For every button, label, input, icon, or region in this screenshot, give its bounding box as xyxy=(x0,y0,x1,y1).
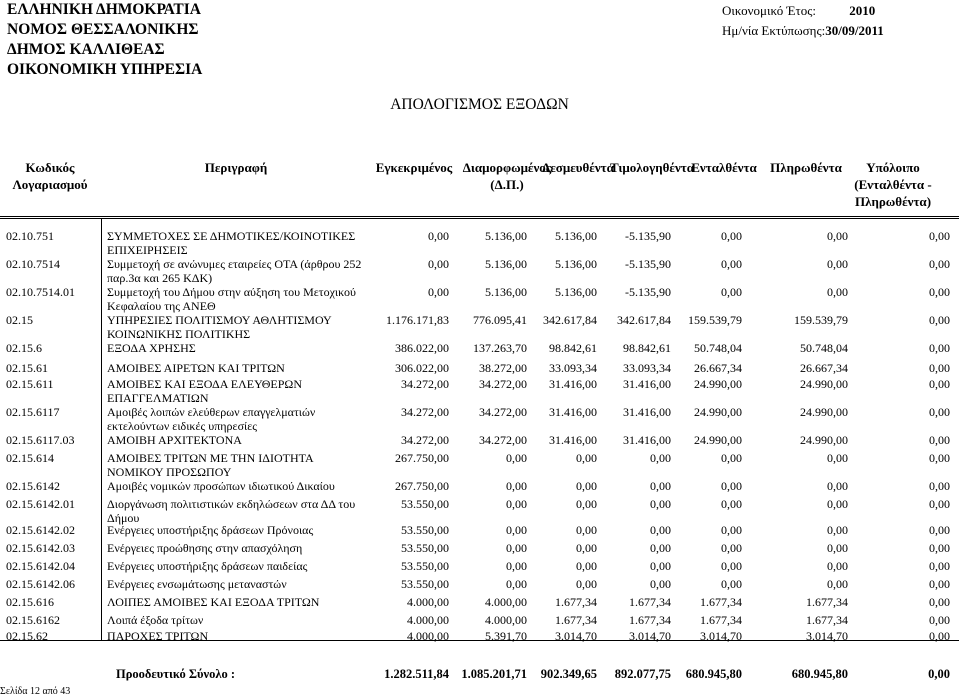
cell-approved: 267.750,00 xyxy=(395,451,449,465)
cell-balance: 0,00 xyxy=(929,613,950,627)
cell-ordered: 24.990,00 xyxy=(694,377,742,391)
total-modified: 1.085.201,71 xyxy=(461,667,527,681)
cell-approved: 306.022,00 xyxy=(395,361,449,375)
cell-balance: 0,00 xyxy=(929,629,950,643)
cell-balance: 0,00 xyxy=(929,285,950,299)
cell-invoiced: 0,00 xyxy=(650,523,671,537)
account-description: Αμοιβές νομικών προσώπων ιδιωτικού Δικαίου xyxy=(107,479,335,493)
cell-ordered: 0,00 xyxy=(721,229,742,243)
column-header-line: Διαμορφωμένος xyxy=(462,160,552,175)
column-header-line: Εγκεκριμένος xyxy=(375,160,453,175)
account-description: Ενέργειες προώθησης στην απασχόληση xyxy=(107,541,303,555)
header-line-1: ΕΛΛΗΝΙΚΗ ΔΗΜΟΚΡΑΤΙΑ xyxy=(7,1,201,18)
cell-committed: 31.416,00 xyxy=(549,433,597,447)
cell-paid: 0,00 xyxy=(827,541,848,555)
cell-balance: 0,00 xyxy=(929,541,950,555)
cell-paid: 159.539,79 xyxy=(794,313,848,327)
cell-balance: 0,00 xyxy=(929,433,950,447)
cell-balance: 0,00 xyxy=(929,595,950,609)
cell-modified: 5.136,00 xyxy=(485,257,527,271)
cell-modified: 0,00 xyxy=(506,541,527,555)
cell-approved: 53.550,00 xyxy=(401,577,449,591)
cell-ordered: 3.014,70 xyxy=(700,629,742,643)
cell-paid: 24.990,00 xyxy=(800,405,848,419)
account-code: 02.15.62 xyxy=(6,629,48,643)
print-date-value: 30/09/2011 xyxy=(825,23,884,38)
account-description: ΣΥΜΜΕΤΟΧΕΣ ΣΕ ΔΗΜΟΤΙΚΕΣ/ΚΟΙΝΟΤΙΚΕΣ ΕΠΙΧΕΙΡΗΣΕΙΣ xyxy=(107,229,356,257)
cell-committed: 0,00 xyxy=(576,577,597,591)
account-code: 02.15.6142.01 xyxy=(6,497,75,511)
column-header-line: Λογαριασμού xyxy=(12,177,88,192)
cell-ordered: 0,00 xyxy=(721,451,742,465)
account-code: 02.15.6 xyxy=(6,341,42,355)
column-header-line: Τιμολογηθέντα xyxy=(609,160,695,175)
column-header-code xyxy=(0,159,110,193)
cell-approved: 4.000,00 xyxy=(407,629,449,643)
cell-modified: 5.391,70 xyxy=(485,629,527,643)
cell-approved: 34.272,00 xyxy=(401,405,449,419)
cell-paid: 0,00 xyxy=(827,577,848,591)
account-code: 02.15.614 xyxy=(6,451,54,465)
total-ordered: 680.945,80 xyxy=(685,667,742,681)
cell-modified: 0,00 xyxy=(506,497,527,511)
cell-committed: 31.416,00 xyxy=(549,377,597,391)
cell-paid: 0,00 xyxy=(827,257,848,271)
cell-modified: 776.095,41 xyxy=(473,313,527,327)
cell-invoiced: 1.677,34 xyxy=(629,613,671,627)
cell-invoiced: 31.416,00 xyxy=(623,377,671,391)
cell-approved: 53.550,00 xyxy=(401,541,449,555)
account-code: 02.15.6142.02 xyxy=(6,523,75,537)
cell-balance: 0,00 xyxy=(929,405,950,419)
cell-ordered: 0,00 xyxy=(721,285,742,299)
column-header-line: Πληρωθέντα) xyxy=(854,194,932,209)
cell-balance: 0,00 xyxy=(929,341,950,355)
column-header-balance xyxy=(833,159,953,210)
cell-ordered: 0,00 xyxy=(721,523,742,537)
cell-approved: 53.550,00 xyxy=(401,523,449,537)
cell-committed: 1.677,34 xyxy=(555,613,597,627)
print-date-label: Ημ/νία Εκτύπωσης: xyxy=(722,23,826,38)
cell-ordered: 0,00 xyxy=(721,257,742,271)
cell-balance: 0,00 xyxy=(929,497,950,511)
cell-committed: 0,00 xyxy=(576,451,597,465)
cell-invoiced: 33.093,34 xyxy=(623,361,671,375)
account-code: 02.15.6117.03 xyxy=(6,433,75,447)
cell-modified: 0,00 xyxy=(506,479,527,493)
header-line-3: ΔΗΜΟΣ ΚΑΛΛΙΘΕΑΣ xyxy=(7,41,165,58)
cell-paid: 0,00 xyxy=(827,451,848,465)
column-header-line: Κωδικός xyxy=(25,160,75,175)
column-header-line: (Ενταλθέντα - xyxy=(854,177,932,192)
cell-modified: 34.272,00 xyxy=(479,405,527,419)
total-paid: 680.945,80 xyxy=(791,667,848,681)
cell-modified: 0,00 xyxy=(506,559,527,573)
cell-balance: 0,00 xyxy=(929,577,950,591)
account-description: ΕΞΟΔΑ ΧΡΗΣΗΣ xyxy=(107,341,196,355)
cell-invoiced: 0,00 xyxy=(650,577,671,591)
total-committed: 902.349,65 xyxy=(540,667,597,681)
cell-balance: 0,00 xyxy=(929,523,950,537)
cell-committed: 0,00 xyxy=(576,559,597,573)
fiscal-year xyxy=(722,1,884,21)
cell-committed: 98.842,61 xyxy=(549,341,597,355)
cell-approved: 1.176.171,83 xyxy=(386,313,449,327)
account-code: 02.10.751 xyxy=(6,229,54,243)
cell-balance: 0,00 xyxy=(929,559,950,573)
column-header-line: Περιγραφή xyxy=(204,160,268,175)
report-title: ΑΠΟΛΟΓΙΣΜΟΣ ΕΞΟΔΩΝ xyxy=(390,96,569,113)
account-description: ΑΜΟΙΒΕΣ ΑΙΡΕΤΩΝ ΚΑΙ ΤΡΙΤΩΝ xyxy=(107,361,285,375)
cell-balance: 0,00 xyxy=(929,257,950,271)
cell-paid: 0,00 xyxy=(827,559,848,573)
cell-invoiced: -5.135,90 xyxy=(625,229,671,243)
cell-committed: 0,00 xyxy=(576,541,597,555)
account-description: ΛΟΙΠΕΣ ΑΜΟΙΒΕΣ ΚΑΙ ΕΞΟΔΑ ΤΡΙΤΩΝ xyxy=(107,595,320,609)
account-description: Ενέργειες ενσωμάτωσης μεταναστών xyxy=(107,577,287,591)
cell-balance: 0,00 xyxy=(929,229,950,243)
account-description: ΑΜΟΙΒΕΣ ΚΑΙ ΕΞΟΔΑ ΕΛΕΥΘΕΡΩΝ ΕΠΑΓΓΕΛΜΑΤΙΩΝ xyxy=(107,377,302,405)
cell-balance: 0,00 xyxy=(929,479,950,493)
cell-modified: 4.000,00 xyxy=(485,613,527,627)
account-description: Ενέργειες υποστήριξης δράσεων παιδείας xyxy=(107,559,308,573)
header-line-2: ΝΟΜΟΣ ΘΕΣΣΑΛΟΝΙΚΗΣ xyxy=(7,21,199,38)
cell-modified: 137.263,70 xyxy=(473,341,527,355)
cell-ordered: 159.539,79 xyxy=(688,313,742,327)
cell-approved: 0,00 xyxy=(428,229,449,243)
cell-paid: 24.990,00 xyxy=(800,433,848,447)
total-balance: 0,00 xyxy=(928,667,950,681)
organization-header xyxy=(7,0,202,80)
cell-approved: 4.000,00 xyxy=(407,613,449,627)
cell-invoiced: 98.842,61 xyxy=(623,341,671,355)
column-header-desc xyxy=(176,159,296,176)
cell-ordered: 0,00 xyxy=(721,541,742,555)
cell-modified: 34.272,00 xyxy=(479,433,527,447)
cell-ordered: 0,00 xyxy=(721,497,742,511)
account-code: 02.15.61 xyxy=(6,361,48,375)
cell-approved: 34.272,00 xyxy=(401,377,449,391)
column-header-line: Υπόλοιπο xyxy=(866,160,920,175)
cell-approved: 4.000,00 xyxy=(407,595,449,609)
cell-invoiced: 0,00 xyxy=(650,479,671,493)
cell-invoiced: 0,00 xyxy=(650,451,671,465)
cell-invoiced: 1.677,34 xyxy=(629,595,671,609)
account-description: Συμμετοχή σε ανώνυμες εταιρείες ΟΤΑ (άρθρου 252 παρ.3α και 265 ΚΔΚ) xyxy=(107,257,362,285)
cell-approved: 386.022,00 xyxy=(395,341,449,355)
account-code: 02.15.6117 xyxy=(6,405,60,419)
account-code: 02.10.7514 xyxy=(6,257,60,271)
account-code: 02.15.6142.06 xyxy=(6,577,75,591)
cell-committed: 342.617,84 xyxy=(543,313,597,327)
cell-paid: 24.990,00 xyxy=(800,377,848,391)
account-description: Αμοιβές λοιπών ελεύθερων επαγγελματιών εκτελούντων ειδικές υπηρεσίες xyxy=(107,405,316,433)
cell-paid: 26.667,34 xyxy=(800,361,848,375)
cell-approved: 0,00 xyxy=(428,285,449,299)
cell-approved: 0,00 xyxy=(428,257,449,271)
cell-balance: 0,00 xyxy=(929,313,950,327)
cell-modified: 0,00 xyxy=(506,577,527,591)
cell-modified: 5.136,00 xyxy=(485,229,527,243)
cell-modified: 0,00 xyxy=(506,451,527,465)
account-description: Ενέργειες υποστήριξης δράσεων Πρόνοιας xyxy=(107,523,314,537)
account-description: ΑΜΟΙΒΕΣ ΤΡΙΤΩΝ ΜΕ ΤΗΝ ΙΔΙΟΤΗΤΑ ΝΟΜΙΚΟΥ ΠΡΟΣΩΠΟΥ xyxy=(107,451,313,479)
cell-paid: 0,00 xyxy=(827,497,848,511)
account-description: Διοργάνωση πολιτιστικών εκδηλώσεων στα ΔΔ του Δήμου xyxy=(107,497,356,525)
account-description: ΑΜΟΙΒΗ ΑΡΧΙΤΕΚΤΟΝΑ xyxy=(107,433,242,447)
header-line-4: ΟΙΚΟΝΟΜΙΚΗ ΥΠΗΡΕΣΙΑ xyxy=(7,61,203,78)
cell-paid: 0,00 xyxy=(827,229,848,243)
cell-committed: 5.136,00 xyxy=(555,257,597,271)
cell-invoiced: 0,00 xyxy=(650,559,671,573)
account-code: 02.15.611 xyxy=(6,377,54,391)
cell-ordered: 0,00 xyxy=(721,577,742,591)
cell-approved: 34.272,00 xyxy=(401,433,449,447)
account-code: 02.15.6162 xyxy=(6,613,60,627)
cell-modified: 38.272,00 xyxy=(479,361,527,375)
cell-modified: 4.000,00 xyxy=(485,595,527,609)
print-date xyxy=(722,21,884,41)
cell-committed: 33.093,34 xyxy=(549,361,597,375)
cell-committed: 0,00 xyxy=(576,479,597,493)
cell-paid: 0,00 xyxy=(827,523,848,537)
cell-ordered: 0,00 xyxy=(721,559,742,573)
cell-invoiced: 342.617,84 xyxy=(617,313,671,327)
cell-committed: 3.014,70 xyxy=(555,629,597,643)
fiscal-year-value: 2010 xyxy=(849,3,876,18)
column-header-line: (Δ.Π.) xyxy=(490,177,524,192)
account-code: 02.15 xyxy=(6,313,33,327)
cell-ordered: 24.990,00 xyxy=(694,405,742,419)
cell-invoiced: 31.416,00 xyxy=(623,433,671,447)
account-description: Λοιπά έξοδα τρίτων xyxy=(107,613,204,627)
cell-modified: 5.136,00 xyxy=(485,285,527,299)
cell-ordered: 1.677,34 xyxy=(700,595,742,609)
cell-balance: 0,00 xyxy=(929,377,950,391)
total-approved: 1.282.511,84 xyxy=(384,667,449,681)
column-header-line: Δεσμευθέντα xyxy=(542,160,614,175)
cell-ordered: 26.667,34 xyxy=(694,361,742,375)
cell-committed: 1.677,34 xyxy=(555,595,597,609)
cell-ordered: 24.990,00 xyxy=(694,433,742,447)
cell-invoiced: 31.416,00 xyxy=(623,405,671,419)
cell-approved: 53.550,00 xyxy=(401,559,449,573)
cell-invoiced: 0,00 xyxy=(650,497,671,511)
page-number: Σελίδα 12 από 43 xyxy=(0,686,71,697)
fiscal-year-label: Οικονομικό Έτος: xyxy=(722,3,817,18)
cell-invoiced: 0,00 xyxy=(650,541,671,555)
cell-ordered: 1.677,34 xyxy=(700,613,742,627)
cell-modified: 34.272,00 xyxy=(479,377,527,391)
report-meta xyxy=(722,1,884,41)
account-description: ΥΠΗΡΕΣΙΕΣ ΠΟΛΙΤΙΣΜΟΥ ΑΘΛΗΤΙΣΜΟΥ ΚΟΙΝΩΝΙΚΗΣ ΠΟΛΙΤΙΚΗΣ xyxy=(107,313,332,341)
cell-paid: 0,00 xyxy=(827,479,848,493)
cell-paid: 50.748,04 xyxy=(800,341,848,355)
cell-balance: 0,00 xyxy=(929,361,950,375)
column-header-line: Ενταλθέντα xyxy=(691,160,757,175)
cell-paid: 1.677,34 xyxy=(806,613,848,627)
account-code: 02.10.7514.01 xyxy=(6,285,75,299)
cell-balance: 0,00 xyxy=(929,451,950,465)
cell-invoiced: -5.135,90 xyxy=(625,285,671,299)
cell-approved: 53.550,00 xyxy=(401,497,449,511)
cell-invoiced: 3.014,70 xyxy=(629,629,671,643)
account-description: Συμμετοχή του Δήμου στην αύξηση του Μετοχικού Κεφαλαίου της ΑΝΕΘ xyxy=(107,285,356,313)
cell-committed: 0,00 xyxy=(576,497,597,511)
total-invoiced: 892.077,75 xyxy=(614,667,671,681)
cell-ordered: 50.748,04 xyxy=(694,341,742,355)
header-rule xyxy=(0,216,959,219)
cell-paid: 1.677,34 xyxy=(806,595,848,609)
cell-invoiced: -5.135,90 xyxy=(625,257,671,271)
column-divider xyxy=(101,219,102,640)
cell-committed: 5.136,00 xyxy=(555,229,597,243)
cell-modified: 0,00 xyxy=(506,523,527,537)
account-description: ΠΑΡΟΧΕΣ ΤΡΙΤΩΝ xyxy=(107,629,209,643)
account-code: 02.15.6142.03 xyxy=(6,541,75,555)
cell-approved: 267.750,00 xyxy=(395,479,449,493)
cell-committed: 5.136,00 xyxy=(555,285,597,299)
cell-ordered: 0,00 xyxy=(721,479,742,493)
cell-paid: 3.014,70 xyxy=(806,629,848,643)
cell-paid: 0,00 xyxy=(827,285,848,299)
cell-committed: 31.416,00 xyxy=(549,405,597,419)
account-code: 02.15.6142.04 xyxy=(6,559,75,573)
account-code: 02.15.616 xyxy=(6,595,54,609)
cell-committed: 0,00 xyxy=(576,523,597,537)
account-code: 02.15.6142 xyxy=(6,479,60,493)
column-header-line: Πληρωθέντα xyxy=(770,160,842,175)
running-total-label: Προοδευτικό Σύνολο : xyxy=(116,667,235,681)
